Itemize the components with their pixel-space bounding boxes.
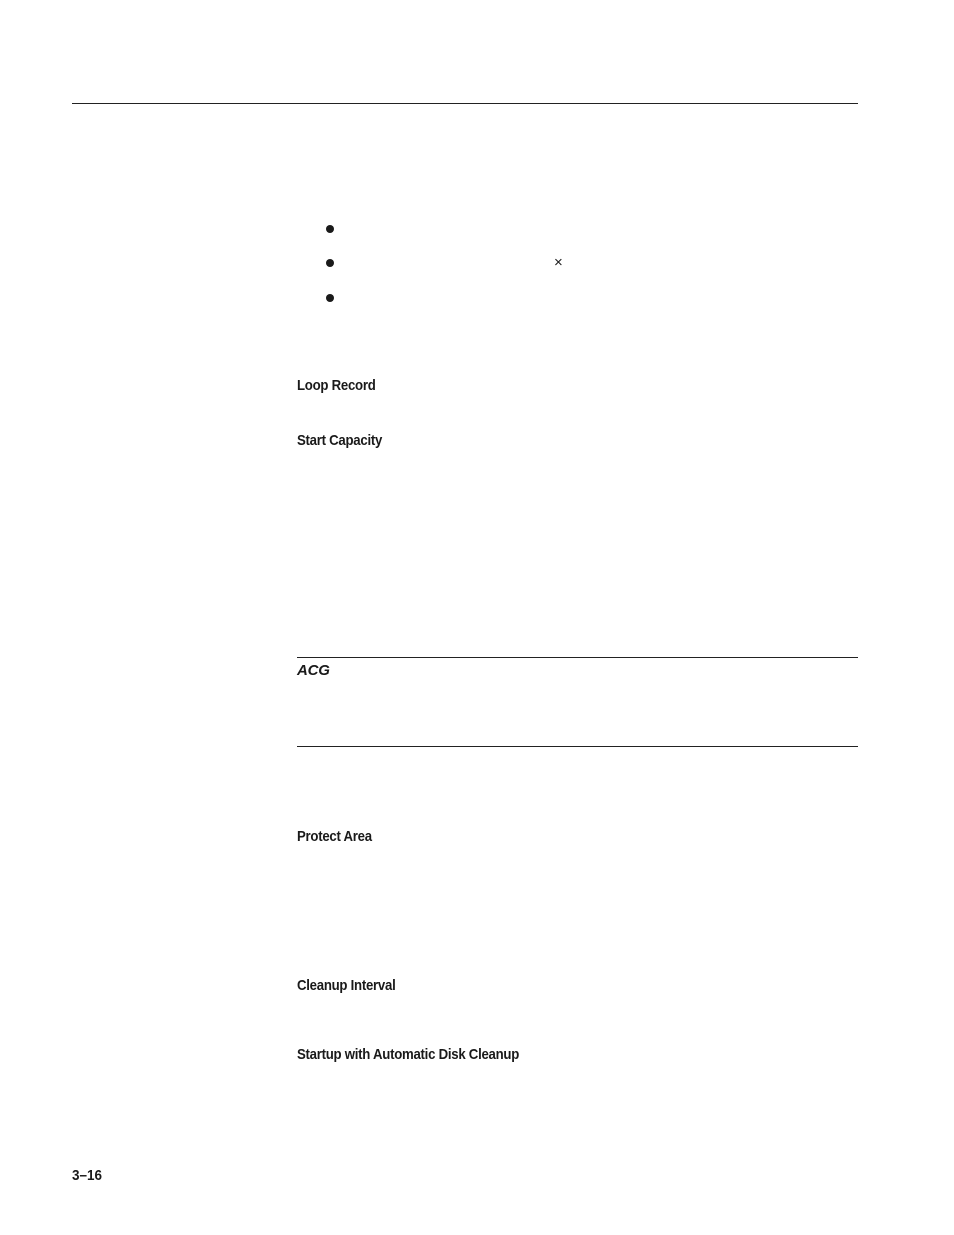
- heading-startup-cleanup: Startup with Automatic Disk Cleanup: [297, 1046, 520, 1063]
- multiplication-sign: ×: [554, 254, 563, 271]
- heading-protect-area: Protect Area: [297, 828, 372, 845]
- heading-start-capacity: Start Capacity: [297, 432, 383, 449]
- header-rule: [72, 103, 858, 104]
- heading-cleanup-interval: Cleanup Interval: [297, 977, 396, 994]
- bullet-point-3: [326, 294, 334, 302]
- note-bottom-rule: [297, 746, 858, 747]
- page-number: 3–16: [72, 1167, 103, 1184]
- bullet-point-1: [326, 225, 334, 233]
- bullet-point-2: [326, 259, 334, 267]
- heading-loop-record: Loop Record: [297, 377, 376, 394]
- note-label: ACG: [297, 662, 330, 679]
- note-top-rule: [297, 657, 858, 658]
